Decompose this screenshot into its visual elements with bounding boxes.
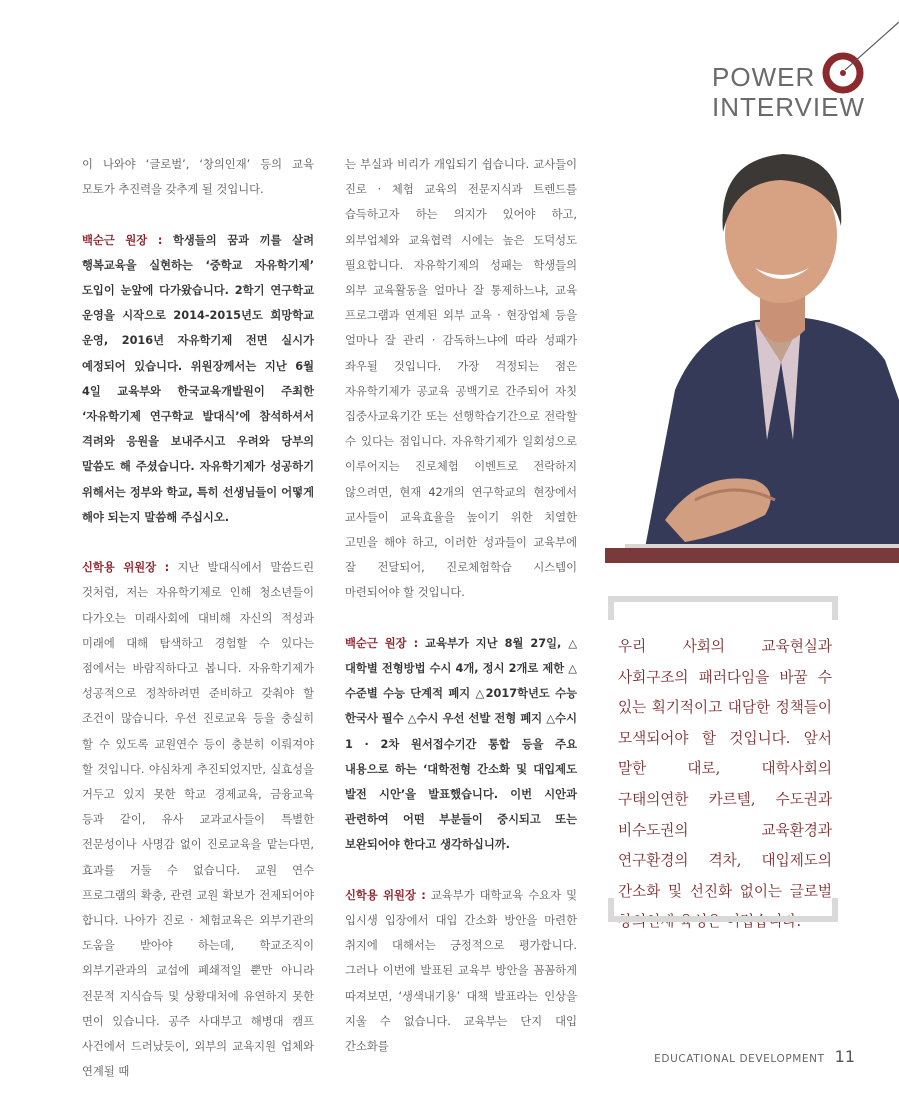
answer-paragraph [82,555,314,1084]
paragraph-text: 학생들의 꿈과 끼를 살려 행복교육을 실현하는 ‘중학교 자유학기제’ 도입이 눈앞에 다가왔습니다. 2학기 연구학교 운영을 시작으로 2014-2015년도 희망학교 운영, 2016년 자유학기제 전면 실시가 예정되어 있습니다. 위원장께서는 지난 6월 4일 교육부와 한국교육개발원이 주최한 ‘자유학기제 연구학교 발대식’에 참석하셔서 격려와 응원을 보내주시고 우려와 당부의 말씀도 해 주셨습니다. 자유학기제가 성공하기 위해서는 정부와 학교, 특히 선생님들이 어떻게 해야 되는지 말씀해 주십시오. [82,233,314,524]
speaker-name: 백순근 원장 : [82,233,163,247]
magazine-name: EDUCATIONAL DEVELOPMENT [654,1053,825,1065]
article-column-1 [82,152,314,1110]
paragraph [345,152,577,606]
page-number: 11 [834,1047,855,1066]
paragraph-text: 이 나와야 ‘글로벌’, ‘창의인재’ 등의 교육 모토가 추진력을 갖추게 될 것입니다. [82,158,314,197]
speaker-name: 신학용 위원장 : [345,888,426,902]
question-paragraph [82,228,314,530]
pull-quote [608,596,838,931]
quote-bracket-bottom [608,898,838,922]
page-footer [654,1047,855,1066]
decorative-line [845,22,899,70]
speaker-name: 백순근 원장 : [345,636,419,650]
interviewee-photo [605,140,899,563]
pull-quote-text: 우리 사회의 교육현실과 사회구조의 패러다임을 바꿀 수 있는 획기적이고 대담한 정책들이 모색되어야 할 것입니다. 앞서 말한 대로, 대학사회의 구태의연한 카르텔, 수도권과 비수도권의 교육환경과 연구환경의 격차, 대입제도의 간소화 및 선진화 없이는 글로벌 창의인재 육성은 어렵습니다. [618,638,832,931]
paragraph-text: 교육부가 지난 8월 27일, △대학별 전형방법 수시 4개, 정시 2개로 제한 △수준별 수능 단계적 폐지 △2017학년도 수능 한국사 필수 △수시 우선 선발 전형 폐지 △수시 1 · 2차 원서접수기간 통합 등을 주요 내용으로 하는 ‘대학전형 간소화 및 대입제도 발전 시안’을 발표했습니다. 이번 시안과 관련하여 어떤 부분들이 중시되고 또는 보완되어야 한다고 생각하십니까. [345,636,578,852]
quote-bracket-top [608,596,838,620]
article-column-2 [345,152,577,1084]
answer-paragraph [345,883,577,1059]
paragraph-text: 는 부실과 비리가 개입되기 쉽습니다. 교사들이 진로 · 체험 교육의 전문지식과 트렌드를 습득하고자 하는 의지가 있어야 하고, 외부업체와 교육협력 시에는 높은 도덕성도 필요합니다. 자유학기제의 성패는 학생들의 외부 교육활동을 얼마나 잘 통제하느냐, 교육 프로그램과 연계된 외부 교육 · 현장업체 등을 얼마나 잘 관리 · 감독하느냐에 따라 성패가 좌우될 것입니다. 가장 걱정되는 점은 자유학기제가 공교육 공백기로 간주되어 자칫 집중사교육기간 또는 선행학습기간으로 전락할 수 있다는 점입니다. 자유학기제가 일회성으로 이루어지는 진로체험 이벤트로 전락하지 않으려면, 현재 42개의 연구학교의 현장에서 교사들이 교육효율을 높이기 위한 치열한 고민을 해야 하고, 이러한 성과들이 교육부에 잘 전달되어, 진로체험학습 시스템이 마련되어야 할 것입니다. [345,158,577,600]
paragraph [82,152,314,202]
paragraph-text: 지난 발대식에서 말씀드린 것처럼, 저는 자유학기제로 인해 청소년들이 다가오는 미래사회에 대비해 자신의 적성과 미래에 대해 탐색하고 경험할 수 있다는 점에서는 바람직하다고 봅니다. 자유학기제가 성공적으로 정착하려면 준비하고 갖춰야 할 조건이 많습니다. 우선 진로교육 등을 충실히 할 수 있도록 교원연수 등이 충분히 이뤄져야 할 것입니다. 야심차게 추진되었지만, 실효성을 거두고 있지 못한 학교 경제교육, 금융교육 등과 같이, 유사 교과교사들이 특별한 전문성이나 사명감 없이 진로교육을 맡는다면, 효과를 거둘 수 없습니다. 교원 연수 프로그램의 확충, 관련 교원 확보가 전제되어야 합니다. 나아가 진로 · 체험교육은 외부기관의 도움을 받아야 하는데, 학교조직이 외부기관과의 교섭에 폐쇄적일 뿐만 아니라 전문적 지식습득 및 상황대처에 유연하지 못한 면이 있습니다. 공주 사대부고 해병대 캠프 사건에서 드러났듯이, 외부의 교육지원 업체와 연계될 때 [82,561,314,1079]
question-paragraph [345,631,577,858]
paragraph-text: 교육부가 대학교육 수요자 및 입시생 입장에서 대입 간소화 방안을 마련한 취지에 대해서는 긍정적으로 평가합니다. 그러나 이번에 발표된 교육부 방안을 꼼꼼하게 따져보면, ‘생색내기용’ 대책 발표라는 인상을 지울 수 없습니다. 교육부는 단지 대입 간소화를 [345,888,577,1054]
header-line-power: POWER [712,62,816,92]
speaker-name: 신학용 위원장 : [82,561,170,575]
photo-caption-bar [605,548,899,563]
header-line-interview: INTERVIEW [712,92,865,122]
